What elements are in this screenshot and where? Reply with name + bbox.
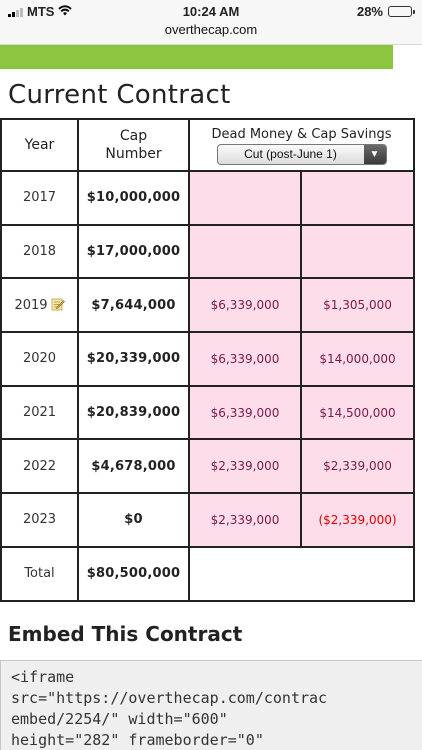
column-header-dead-money-cap-savings	[189, 119, 414, 171]
cap-savings-cell	[301, 171, 414, 225]
note-icon[interactable]	[51, 297, 65, 311]
dropdown-arrow-icon[interactable]: ▼	[364, 145, 386, 164]
carrier-name: MTS	[27, 4, 55, 19]
battery-percent: 28%	[356, 4, 383, 19]
year-cell-text: 2019	[14, 298, 48, 314]
year-cell: 2020	[1, 332, 78, 386]
table-row	[1, 386, 414, 440]
year-cell: 2017	[1, 171, 78, 225]
battery-icon	[388, 6, 412, 17]
year-cell: 2018	[1, 225, 78, 279]
cap-savings-cell: $14,500,000	[301, 386, 414, 440]
cap-savings-cell: ($2,339,000)	[301, 493, 414, 547]
dead-money-cell: $6,339,000	[189, 332, 301, 386]
battery-indicator	[357, 4, 412, 19]
dead-money-cell: $2,339,000	[189, 493, 301, 547]
cap-savings-cell: $2,339,000	[301, 439, 414, 493]
cap-number-cell: $0	[78, 493, 189, 547]
year-cell: 2021	[1, 386, 78, 440]
cap-savings-cell	[301, 225, 414, 279]
dead-money-header-label: Dead Money & Cap Savings	[211, 127, 392, 142]
dead-money-cell: $6,339,000	[189, 278, 301, 332]
cap-number-cell: $4,678,000	[78, 439, 189, 493]
column-header-year: Year	[1, 119, 78, 171]
cap-number-cell: $20,339,000	[78, 332, 189, 386]
cap-number-cell: $7,644,000	[78, 278, 189, 332]
dead-money-cell	[189, 171, 301, 225]
table-row	[1, 493, 414, 547]
status-bar	[0, 0, 422, 22]
table-row	[1, 278, 414, 332]
column-header-cap-line1: Cap	[119, 128, 148, 144]
cap-number-cell: $10,000,000	[78, 171, 189, 225]
embed-code-line: <iframe	[11, 668, 75, 686]
embed-code-textarea[interactable]	[0, 660, 422, 750]
table-row	[1, 171, 414, 225]
total-cap-number: $80,500,000	[78, 547, 189, 601]
cut-type-select[interactable]	[217, 144, 387, 165]
embed-section-title: Embed This Contract	[8, 622, 243, 646]
year-cell	[1, 278, 78, 332]
total-row	[1, 547, 414, 601]
address-bar-domain: overthecap.com	[164, 22, 258, 37]
embed-code-line: src="https://overthecap.com/contrac	[11, 689, 328, 707]
cap-savings-cell: $1,305,000	[301, 278, 414, 332]
site-header-strip	[0, 45, 393, 69]
column-header-cap-number	[78, 119, 189, 171]
total-empty-cell	[189, 547, 414, 601]
year-cell: 2022	[1, 439, 78, 493]
cap-number-cell: $17,000,000	[78, 225, 189, 279]
cut-type-select-value: Cut (post-June 1)	[244, 147, 337, 161]
dead-money-cell: $6,339,000	[189, 386, 301, 440]
clock: 10:24 AM	[182, 4, 240, 19]
cap-number-cell: $20,839,000	[78, 386, 189, 440]
embed-code-line: embed/2254/" width="600"	[11, 710, 228, 728]
contract-table	[0, 118, 415, 602]
page-title: Current Contract	[8, 80, 231, 110]
dead-money-cell: $2,339,000	[189, 439, 301, 493]
address-bar[interactable]	[0, 22, 422, 44]
total-label: Total	[1, 547, 78, 601]
table-row	[1, 225, 414, 279]
embed-code-line: height="282" frameborder="0"	[11, 731, 264, 749]
column-header-cap-line2: Number	[105, 146, 162, 162]
table-row	[1, 439, 414, 493]
year-cell: 2023	[1, 493, 78, 547]
table-row	[1, 332, 414, 386]
cap-savings-cell: $14,000,000	[301, 332, 414, 386]
dead-money-cell	[189, 225, 301, 279]
